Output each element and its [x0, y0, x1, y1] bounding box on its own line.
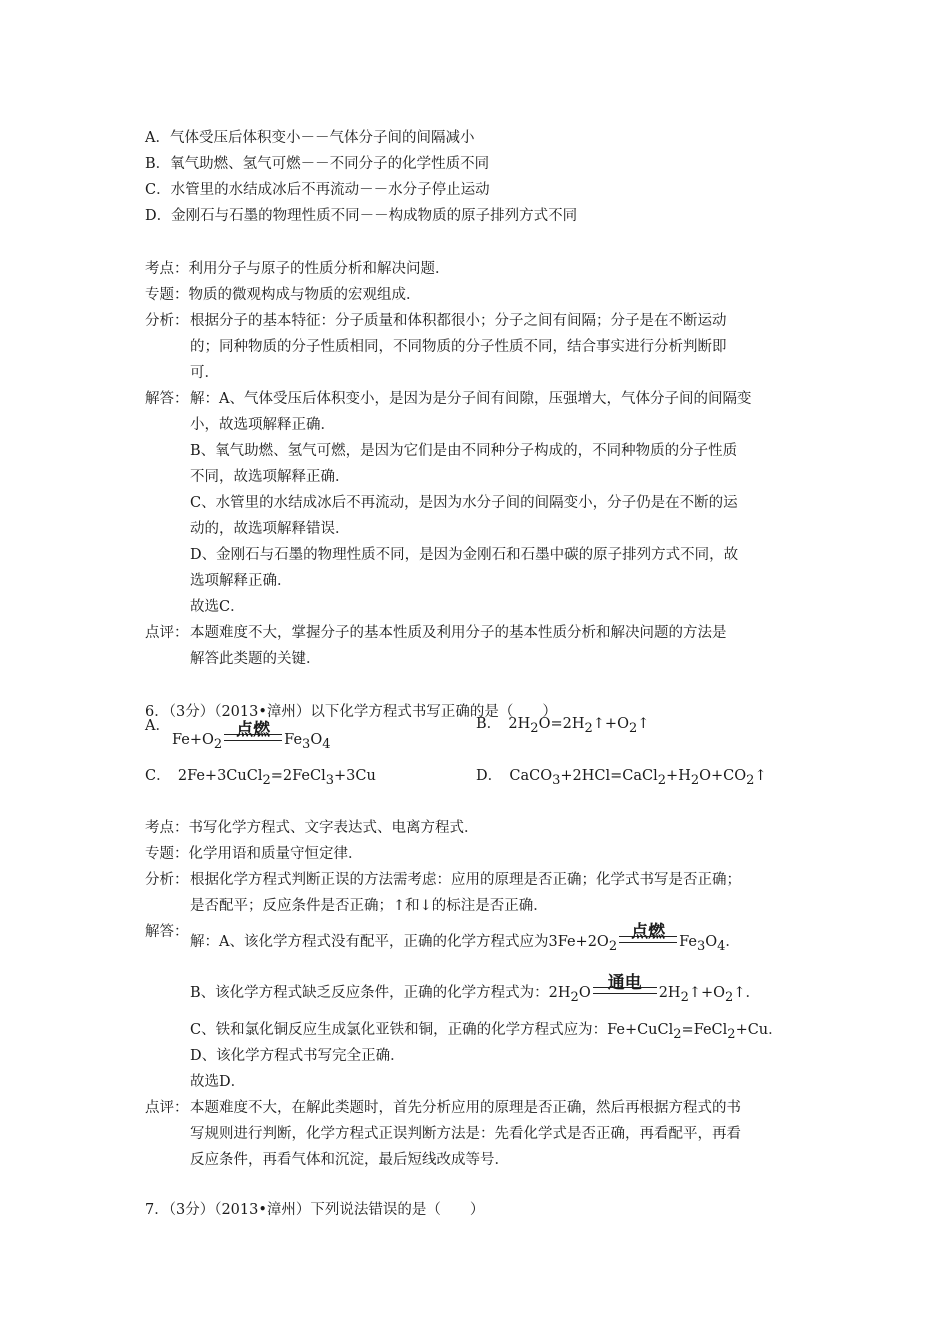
q5-jieda-line: C、水管里的水结成冰后不再流动，是因为水分子间的间隔变小，分子仍是在不断的运 [190, 495, 738, 511]
q5-dianping-line: 本题难度不大，掌握分子的基本性质及利用分子的基本性质分析和解决问题的方法是 [190, 625, 727, 641]
q6-option-d: D． $CaCO_3+2HCl=CaCl_2+H_2O+CO_2↑$ [476, 768, 767, 788]
q6-zhuanti: 专题：化学用语和质量守恒定律． [145, 846, 363, 862]
q6-title: 6．（3分）（2013•漳州）以下化学方程式书写正确的是（ ） [145, 704, 557, 720]
q5-option-c: C．水管里的水结成冰后不再流动－－水分子停止运动 [145, 182, 490, 198]
q6-kaodian: 考点：书写化学方程式、文字表达式、电离方程式． [145, 820, 479, 836]
q5-dianping-line: 解答此类题的关键． [190, 651, 321, 667]
q6-dianping-line: 写规则进行判断，化学方程式正误判断方法是：先看化学式是否正确，再看配平，再看 [190, 1126, 741, 1142]
reaction-arrow: 点燃 [222, 730, 284, 750]
q6-jieda-b: B、该化学方程式缺乏反应条件，正确的化学方程式为：$2H_2O$ 通电 $2H_2↑+O_2↑$． [190, 973, 760, 1005]
q6-jieda-a: 解：A、该化学方程式没有配平，正确的化学方程式应为$3Fe+2O_2$ 点燃 $Fe_3O_4$． [190, 922, 740, 954]
q6-jieda-label: 解答： [145, 924, 189, 940]
q5-kaodian: 考点：利用分子与原子的性质分析和解决问题． [145, 261, 450, 277]
q5-zhuanti: 专题：物质的微观构成与物质的宏观组成． [145, 287, 421, 303]
q6-dianping-label: 点评： [145, 1100, 189, 1116]
q5-jieda-line: 小，故选项解释正确． [190, 417, 335, 433]
q5-option-a: A．气体受压后体积变小－－气体分子间的间隔减小 [145, 130, 475, 146]
q5-fenxi-line: 可． [190, 365, 219, 381]
q5-jieda-line: 故选C． [190, 599, 245, 615]
q5-dianping-label: 点评： [145, 625, 189, 641]
q5-fenxi-label: 分析： [145, 313, 189, 329]
q5-fenxi-line: 根据分子的基本特征：分子质量和体积都很小；分子之间有间隔；分子是在不断运动 [190, 313, 727, 329]
q6-dianping-line: 反应条件，再看气体和沉淀，最后短线改成等号． [190, 1152, 509, 1168]
q6-option-a-equation: $Fe+O_2$ 点燃 $Fe_3O_4$ [172, 720, 331, 752]
q5-jieda-line: B、氧气助燃、氢气可燃，是因为它们是由不同种分子构成的，不同种物质的分子性质 [190, 443, 738, 459]
q6-jieda-d: D、该化学方程式书写完全正确． [190, 1048, 405, 1064]
q6-option-b: B． $2H_2O=2H_2↑+O_2↑$ [476, 716, 650, 736]
q6-jieda-select: 故选D． [190, 1074, 246, 1090]
q5-option-b: B．氧气助燃、氢气可燃－－不同分子的化学性质不同 [145, 156, 490, 172]
q6-fenxi-label: 分析： [145, 872, 189, 888]
q5-jieda-line: D、金刚石与石墨的物理性质不同，是因为金刚石和石墨中碳的原子排列方式不同，故 [190, 547, 739, 563]
q5-jieda-label: 解答： [145, 391, 189, 407]
q5-jieda-line: 不同，故选项解释正确． [190, 469, 350, 485]
q7-title: 7．（3分）（2013•漳州）下列说法错误的是（ ） [145, 1202, 485, 1218]
q5-jieda-line: 解：A、气体受压后体积变小，是因为是分子间有间隙，压强增大，气体分子间的间隔变 [190, 391, 752, 407]
q5-option-d: D．金刚石与石墨的物理性质不同－－构成物质的原子排列方式不同 [145, 208, 578, 224]
q6-fenxi-line: 是否配平；反应条件是否正确；↑和↓的标注是否正确． [190, 898, 548, 914]
q5-jieda-line: 动的，故选项解释错误． [190, 521, 350, 537]
q6-option-c: C． 2Fe+3CuCl$_2$=2FeCl$_3$+3Cu [145, 768, 376, 788]
q6-dianping-line: 本题难度不大，在解此类题时，首先分析应用的原理是否正确，然后再根据方程式的书 [190, 1100, 741, 1116]
q6-option-a-label: A． [145, 718, 170, 734]
reaction-arrow: 点燃 [617, 932, 679, 952]
reaction-arrow: 通电 [591, 983, 659, 1003]
q6-jieda-c: C、铁和氯化铜反应生成氯化亚铁和铜，正确的化学方程式应为：Fe+CuCl$_2$=FeCl$_2$+Cu． [190, 1022, 783, 1042]
q6-fenxi-line: 根据化学方程式判断正误的方法需考虑：应用的原理是否正确；化学式书写是否正确； [190, 872, 741, 888]
q5-fenxi-line: 的；同种物质的分子性质相同，不同物质的分子性质不同，结合事实进行分析判断即 [190, 339, 727, 355]
q5-jieda-line: 选项解释正确． [190, 573, 292, 589]
